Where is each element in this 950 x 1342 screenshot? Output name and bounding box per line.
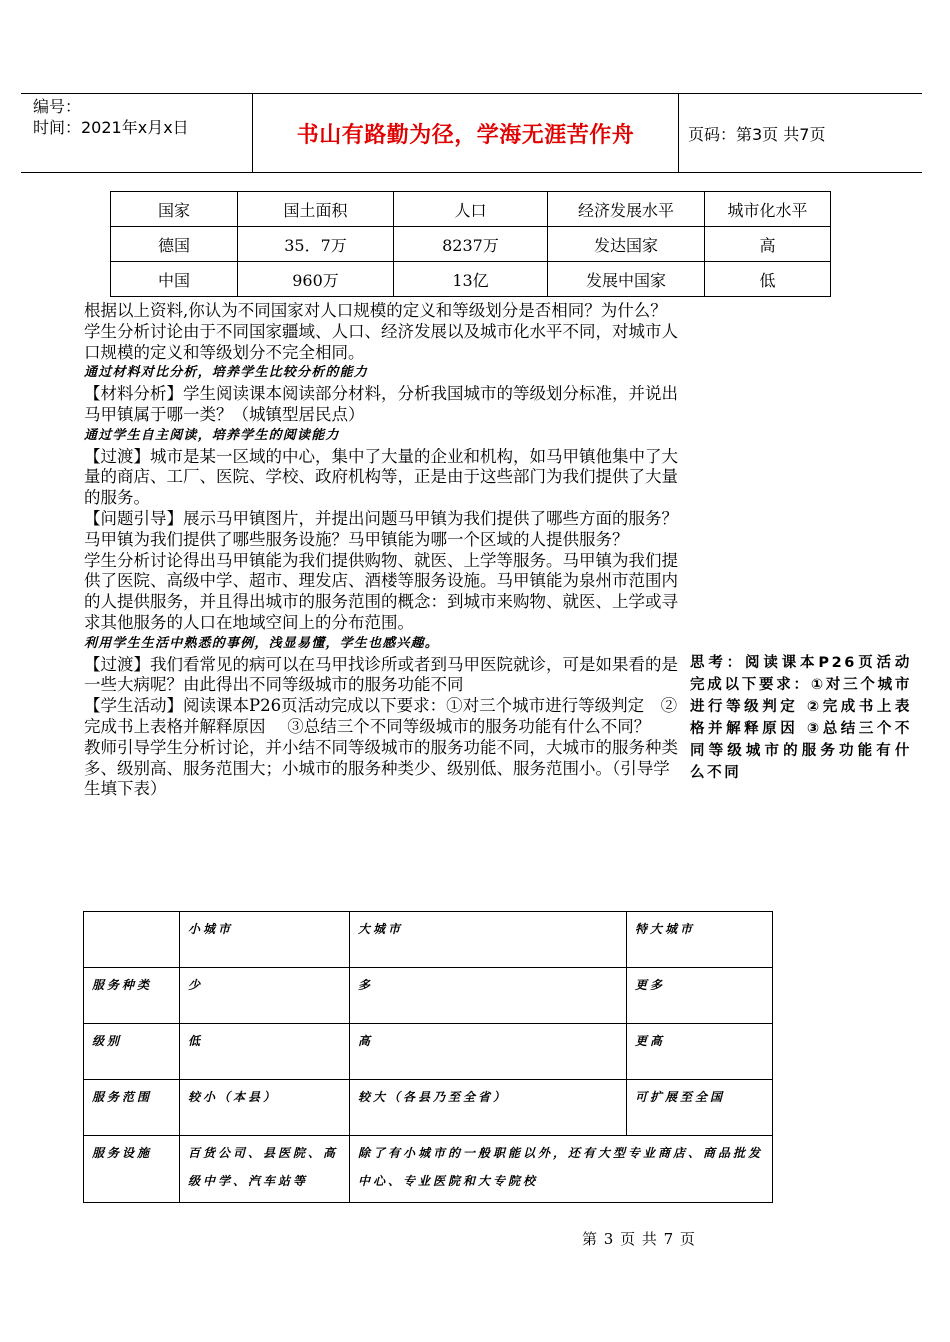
- header-cell: 人口: [394, 192, 548, 227]
- table-cell: 百货公司、县医院、高级中学、汽车站等: [180, 1136, 350, 1203]
- header-meta: [21, 94, 253, 172]
- header-cell: 特大城市: [627, 912, 773, 968]
- header-cell: 大城市: [350, 912, 627, 968]
- body-paragraph: 【学生活动】阅读课本P26页活动完成以下要求：①对三个城市进行等级判定 ②完成书上表格并解释原因 ③总结三个不同等级城市的服务功能有什么不同？: [84, 696, 678, 736]
- body-paragraph: 教师引导学生分析讨论，并小结不同等级城市的服务功能不同，大城市的服务种类多、级别高、服务范围大；小城市的服务种类少、级别低、服务范围小。（引导学生填下表）: [84, 737, 678, 799]
- header-cell: 国土面积: [238, 192, 394, 227]
- body-paragraph: 【过渡】我们看常见的病可以在马甲找诊所或者到马甲医院就诊，可是如果看的是一些大病呢？由此得出不同等级城市的服务功能不同: [84, 654, 678, 695]
- row-label: 服务设施: [84, 1136, 180, 1203]
- row-label: 服务种类: [84, 968, 180, 1024]
- table-cell: 较大（各县乃至全省）: [350, 1080, 627, 1136]
- header-motto-cell: [253, 94, 679, 172]
- table-row: [84, 1024, 773, 1080]
- body-paragraph: 【问题引导】展示马甲镇图片，并提出问题马甲镇为我们提供了哪些方面的服务？马甲镇为我们提供了哪些服务设施？马甲镇能为哪一个区域的人提供服务？: [84, 508, 678, 549]
- table-cell: 高: [350, 1024, 627, 1080]
- table-cell: 发达国家: [548, 227, 705, 262]
- header-page-label: 页码：第3页 共7页: [688, 124, 826, 144]
- thinking-sidebar: 思考：阅读课本P26页活动完成以下要求：①对三个城市进行等级判定 ②完成书上表格并解释原因 ③总结三个不同等级城市的服务功能有什么不同: [690, 655, 912, 781]
- body-paragraph: 根据以上资料,你认为不同国家对人口规模的定义和等级划分是否相同？为什么？: [84, 301, 667, 320]
- table-cell: 高: [705, 227, 831, 262]
- table-cell: 更高: [627, 1024, 773, 1080]
- teaching-note: 通过材料对比分析，培养学生比较分析的能力: [84, 365, 369, 381]
- table-row: [84, 1080, 773, 1136]
- body-paragraph: 【过渡】城市是某一区域的中心，集中了大量的企业和机构，如马甲镇他集中了大量的商店、工厂、医院、学校、政府机构等，正是由于这些部门为我们提供了大量的服务。: [84, 446, 678, 508]
- table-row: [84, 968, 773, 1024]
- header-cell: 小城市: [180, 912, 350, 968]
- row-label: 服务范围: [84, 1080, 180, 1136]
- table-cell: 中国: [111, 262, 238, 297]
- table-cell: 德国: [111, 227, 238, 262]
- country-comparison-table: [110, 191, 831, 297]
- table-cell: 除了有小城市的一般职能以外，还有大型专业商店、商品批发中心、专业医院和大专院校: [350, 1136, 773, 1203]
- table-header-row: [111, 192, 831, 227]
- table-cell: 35．7万: [238, 227, 394, 262]
- header-cell: 经济发展水平: [548, 192, 705, 227]
- table-row: [84, 1136, 773, 1203]
- header-cell: [84, 912, 180, 968]
- teaching-note: 通过学生自主阅读，培养学生的阅读能力: [84, 427, 340, 443]
- table-row: [111, 227, 831, 262]
- header-cell: 国家: [111, 192, 238, 227]
- table-cell: 低: [705, 262, 831, 297]
- document-header: [21, 93, 922, 173]
- time-label: 时间：2021年x月x日: [33, 118, 189, 137]
- body-paragraph: 学生分析讨论由于不同国家疆域、人口、经济发展以及城市化水平不同，对城市人口规模的定义和等级划分不完全相同。: [84, 321, 678, 362]
- city-service-table: [83, 911, 773, 1203]
- lesson-body: [84, 301, 684, 800]
- table-header-row: [84, 912, 773, 968]
- motto: 书山有路勤为径，学海无涯苦作舟: [296, 122, 635, 148]
- row-label: 级别: [84, 1024, 180, 1080]
- serial-label: 编号：: [33, 97, 82, 116]
- table-cell: 发展中国家: [548, 262, 705, 297]
- table-cell: 8237万: [394, 227, 548, 262]
- body-paragraph: 【材料分析】学生阅读课本阅读部分材料，分析我国城市的等级划分标准，并说出马甲镇属于哪一类？（城镇型居民点）: [84, 384, 678, 424]
- table-cell: 960万: [238, 262, 394, 297]
- page-footer: 第 3 页 共 7 页: [582, 1230, 696, 1248]
- table-cell: 多: [350, 968, 627, 1024]
- body-paragraph: 学生分析讨论得出马甲镇能为我们提供购物、就医、上学等服务。马甲镇为我们提供了医院、高级中学、超市、理发店、酒楼等服务设施。马甲镇能为泉州市范围内的人提供服务，并且得出城市的服务范围的概念：到城市来购物、就医、上学或寻求其他服务的人口在地域空间上的分布范围。: [84, 550, 678, 632]
- header-cell: 城市化水平: [705, 192, 831, 227]
- table-cell: 少: [180, 968, 350, 1024]
- teaching-note: 利用学生生活中熟悉的事例，浅显易懂，学生也感兴趣。: [84, 635, 440, 651]
- table-cell: 低: [180, 1024, 350, 1080]
- table-cell: 可扩展至全国: [627, 1080, 773, 1136]
- table-row: [111, 262, 831, 297]
- table-cell: 13亿: [394, 262, 548, 297]
- table-cell: 较小（本县）: [180, 1080, 350, 1136]
- table-cell: 更多: [627, 968, 773, 1024]
